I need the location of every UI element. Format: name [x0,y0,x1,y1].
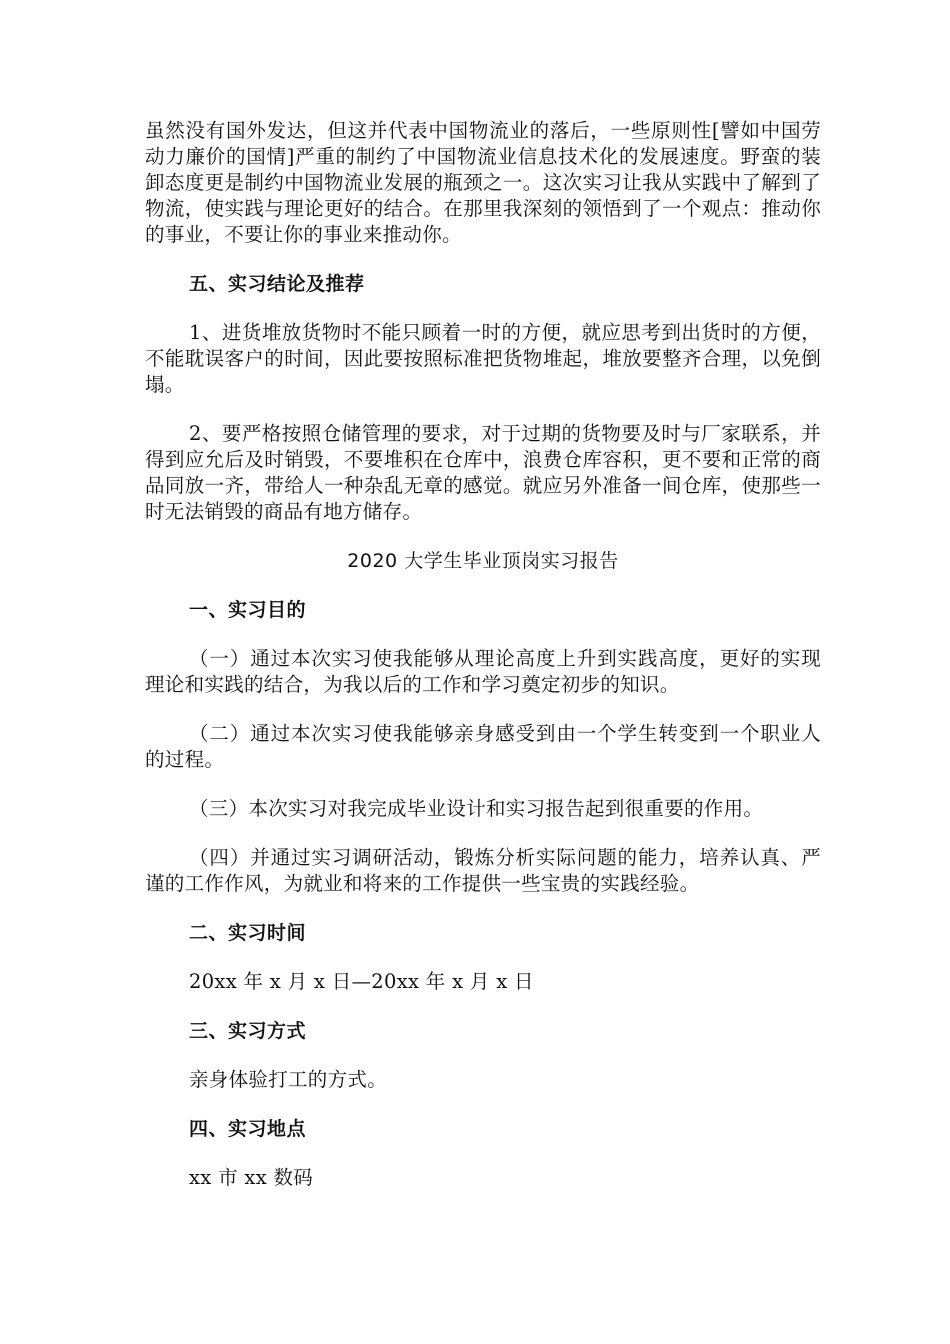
purpose-item-1: （一）通过本次实习使我能够从理论高度上升到实践高度，更好的实现理论和实践的结合，为我以后的工作和学习奠定初步的知识。 [145,647,821,696]
recommendation-1: 1、进货堆放货物时不能只顾着一时的方便，就应思考到出货时的方便，不能耽误客户的时间，因此要按照标准把货物堆起，堆放要整齐合理，以免倒塌。 [145,321,821,396]
section-heading-purpose: 一、实习目的 [189,599,307,621]
section-heading-time: 二、实习时间 [189,922,307,944]
section-heading-place: 四、实习地点 [189,1118,307,1140]
section-heading-conclusion: 五、实习结论及推荐 [189,273,365,295]
section-heading-method: 三、实习方式 [189,1020,307,1042]
purpose-item-2: （二）通过本次实习使我能够亲身感受到由一个学生转变到一个职业人的过程。 [145,722,821,771]
internship-place: xx 市 xx 数码 [189,1166,314,1189]
purpose-item-3: （三）本次实习对我完成毕业设计和实习报告起到很重要的作用。 [189,797,764,820]
report-title: 2020 大学生毕业顶岗实习报告 [347,550,619,572]
recommendation-2: 2、要严格按照仓储管理的要求，对于过期的货物要及时与厂家联系，并得到应允后及时销毁，不要堆积在仓库中，浪费仓库容积，更不要和正常的商品同放一齐，带给人一种杂乱无章的感觉。就应另外准备一间仓库，使那些一时无法销毁的商品有地方储存。 [145,422,821,523]
intro-paragraph: 虽然没有国外发达，但这并代表中国物流业的落后，一些原则性[譬如中国劳动力廉价的国情]严重的制约了中国物流业信息技术化的发展速度。野蛮的装卸态度更是制约中国物流业发展的瓶颈之一。这次实习让我从实践中了解到了物流，使实践与理论更好的结合。在那里我深刻的领悟到了一个观点：推动你的事业，不要让你的事业来推动你。 [145,119,821,246]
document-body [145,118,821,1214]
internship-method: 亲身体验打工的方式。 [189,1068,388,1091]
purpose-item-4: （四）并通过实习调研活动，锻炼分析实际问题的能力，培养认真、严谨的工作作风，为就业和将来的工作提供一些宝贵的实践经验。 [145,846,821,895]
internship-time: 20xx 年 x 月 x 日—20xx 年 x 月 x 日 [189,970,534,993]
